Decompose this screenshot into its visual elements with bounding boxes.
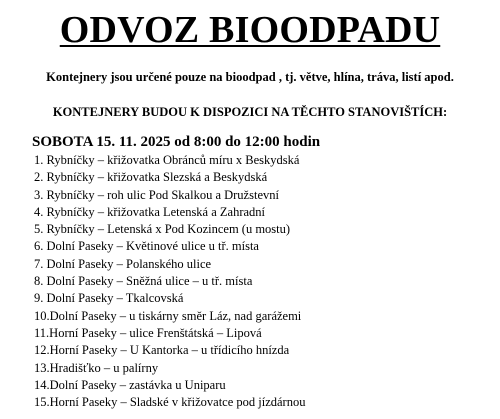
list-item: 3. Rybníčky – roh ulic Pod Skalkou a Družstevní: [34, 187, 279, 202]
list-item: 7. Dolní Paseky – Polanského ulice: [34, 256, 212, 271]
section-heading: KONTEJNERY BUDOU K DISPOZICI NA TĚCHTO STANOVIŠTÍCH:: [52, 105, 448, 119]
list-item: 2. Rybníčky – křižovatka Slezská a Beskydská: [34, 170, 268, 185]
date-line: SOBOTA 15. 11. 2025 od 8:00 do 12:00 hodin: [32, 134, 321, 150]
subtitle: Kontejnery jsou určené pouze na bioodpad , tj. větve, hlína, tráva, listí apod.: [46, 70, 454, 84]
list-item: 1. Rybníčky – křižovatka Obránců míru x Beskydská: [34, 153, 300, 167]
list-item: 9. Dolní Paseky – Tkalcovská: [34, 291, 184, 306]
page-title: ODVOZ BIOODPADU: [59, 9, 441, 51]
list-item: 15.Horní Paseky – Sladské v křižovatce pod jízdárnou: [34, 395, 306, 410]
locations-list: [34, 152, 305, 411]
list-item: 5. Rybníčky – Letenská x Pod Kozincem (u mostu): [34, 222, 291, 237]
list-item: 4. Rybníčky – křižovatka Letenská a Zahradní: [34, 204, 266, 219]
list-item: 8. Dolní Paseky – Sněžná ulice – u tř. místa: [34, 274, 253, 289]
list-item: 10.Dolní Paseky – u tiskárny směr Láz, nad garážemi: [34, 308, 302, 323]
list-item: 14.Dolní Paseky – zastávka u Uniparu: [34, 377, 226, 392]
list-item: 13.Hradišťko – u palírny: [34, 360, 159, 375]
list-item: 12.Horní Paseky – U Kantorka – u třídicího hnízda: [34, 343, 290, 358]
list-item: 6. Dolní Paseky – Květinové ulice u tř. místa: [34, 239, 259, 254]
list-item: 11.Horní Paseky – ulice Frenštátská – Lipová: [34, 325, 262, 340]
